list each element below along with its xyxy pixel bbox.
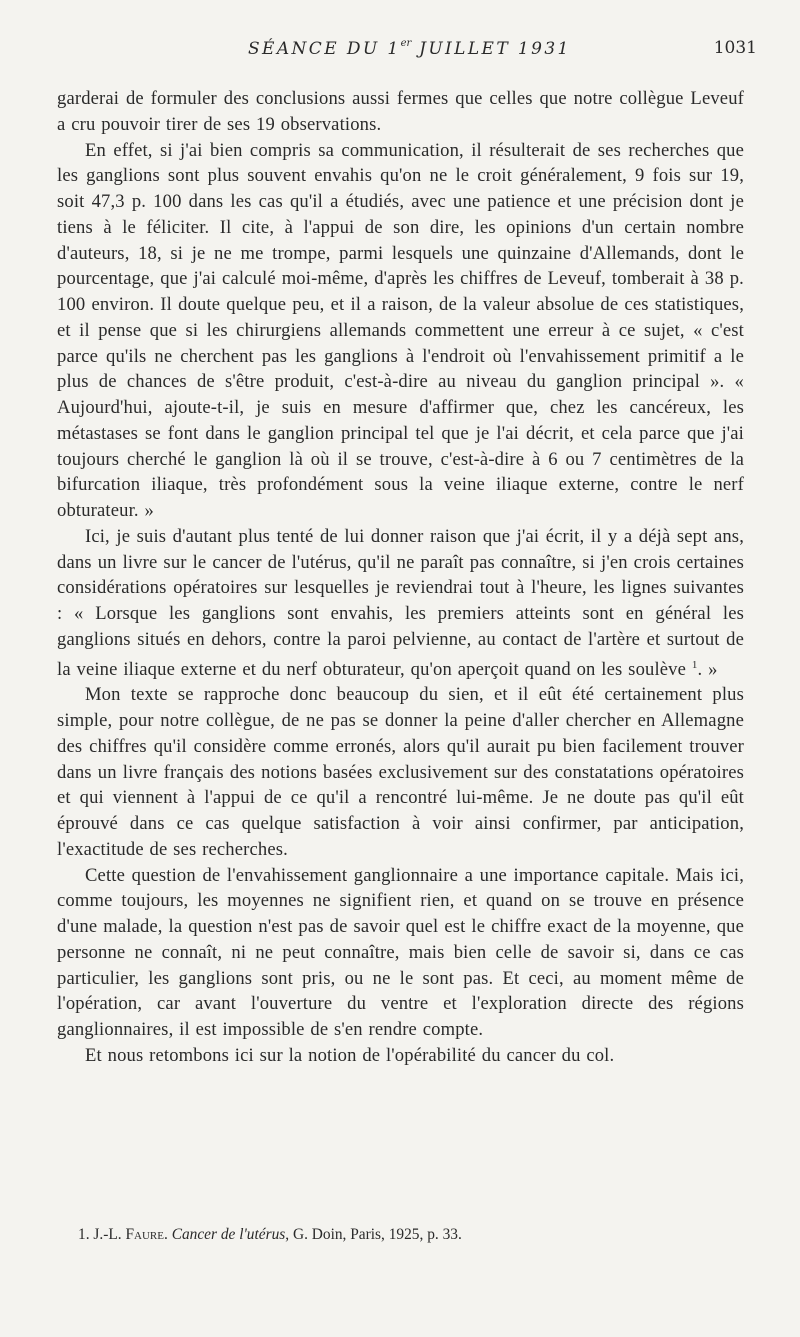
footnote-details: , G. Doin, Paris, 1925, p. 33. <box>285 1226 462 1243</box>
page-number: 1031 <box>713 38 757 58</box>
footnote-reference: 1 <box>691 658 698 671</box>
running-head-pre: SÉANCE DU 1 <box>248 39 401 59</box>
paragraph: En effet, si j'ai bien compris sa communication, il résulterait de ses recherches que les ganglions sont plus souvent envahis qu'on ne le croit généralement, 9 fois sur 19, soit 47,3 p. 100 dans les cas qu'il a étudiés, avec une patience et une précision dont je tiens à le féliciter. Il cite, à l'appui de son dire, les opinions d'un certain nombre d'auteurs, 18, si je ne me trompe, parmi lesquels une quinzaine d'Allemands, dont le pourcentage, que j'ai calculé moi-même, d'après les chiffres de Leveuf, tomberait à 38 p. 100 environ. Il doute quelque peu, et il a raison, de la valeur absolue de ces statistiques, et il pense que si les chirurgiens allemands commettent une erreur à ce sujet, « c'est parce qu'ils ne cherchent pas les ganglions à l'endroit où l'envahissement primitif a le plus de chances de s'être produit, c'est-à-dire au niveau du ganglion principal ». « Aujourd'hui, ajoute-t-il, je suis en mesure d'affirmer que, chez les cancéreux, les métastases se font dans le ganglion principal tel que je l'ai décrit, et cela parce que j'ai toujours cherché le ganglion là où il se trouve, c'est-à-dire à 6 ou 7 centimètres de la bifurcation iliaque, très profondément sous la veine iliaque externe, contre le nerf obturateur. » <box>57 139 744 521</box>
footnote-title: Cancer de l'utérus <box>171 1226 286 1243</box>
quote-closing: . » <box>697 658 718 680</box>
paragraph: Et nous retombons ici sur la notion de l'opérabilité du cancer du col. <box>85 1044 615 1066</box>
running-head-post: JUILLET 1931 <box>411 39 571 59</box>
paragraph: Cette question de l'envahissement ganglionnaire a une importance capitale. Mais ici, comme toujours, les moyennes ne signifient rien, et quand on se trouve en présence d'une malade, la question n'est pas de savoir quel est le chiffre exact de la moyenne, que personne ne connaît, ni ne peut connaître, mais bien celle de savoir si, dans ce cas particulier, les ganglions sont pris, ou ne le sont pas. Et ceci, au moment même de l'opération, car avant l'ouverture du ventre et l'exploration directe des régions ganglionnaires, il est impossible de s'en rendre compte. <box>57 864 744 1040</box>
paragraph-text: Ici, je suis d'autant plus tenté de lui donner raison que j'ai écrit, il y a déjà sept ans, dans un livre sur le cancer de l'utérus, qu'il ne paraît pas connaître, si j'en crois certaines considérations opératoires sur lesquelles je reviendrai tout à l'heure, les lignes suivantes : « Lorsque les ganglions sont envahis, les premiers atteints sont en général les ganglions situés en dehors, contre la paroi pelvienne, au contact de l'artère et surtout de la veine iliaque externe et du nerf obturateur, qu'on aperçoit quand on les soulève <box>57 525 744 680</box>
running-head-superscript: er <box>400 38 412 49</box>
body-text <box>57 86 744 1069</box>
paragraph-continuation: garderai de formuler des conclusions aussi fermes que celles que notre collègue Leveuf a cru pouvoir tirer de ses 19 observations. <box>57 88 744 135</box>
footnote-number: 1. <box>78 1226 90 1243</box>
paragraph <box>57 524 744 683</box>
footnote-author: J.-L. Faure. <box>93 1226 168 1243</box>
running-head <box>248 38 571 59</box>
footnote <box>78 1226 758 1244</box>
page-header <box>0 38 800 68</box>
paragraph: Mon texte se rapproche donc beaucoup du sien, et il eût été certainement plus simple, pour notre collègue, de ne pas se donner la peine d'aller chercher en Allemagne des chiffres qu'il considère comme erronés, alors qu'il aurait pu bien facilement trouver dans un livre français des notions basées exclusivement sur des constatations opératoires et qui viennent à l'appui de ce qu'il a rencontré lui-même. Je ne doute pas qu'il eût éprouvé dans ce cas quelque satisfaction à voir ainsi confirmer, par anticipation, l'exactitude de ses recherches. <box>57 684 744 860</box>
